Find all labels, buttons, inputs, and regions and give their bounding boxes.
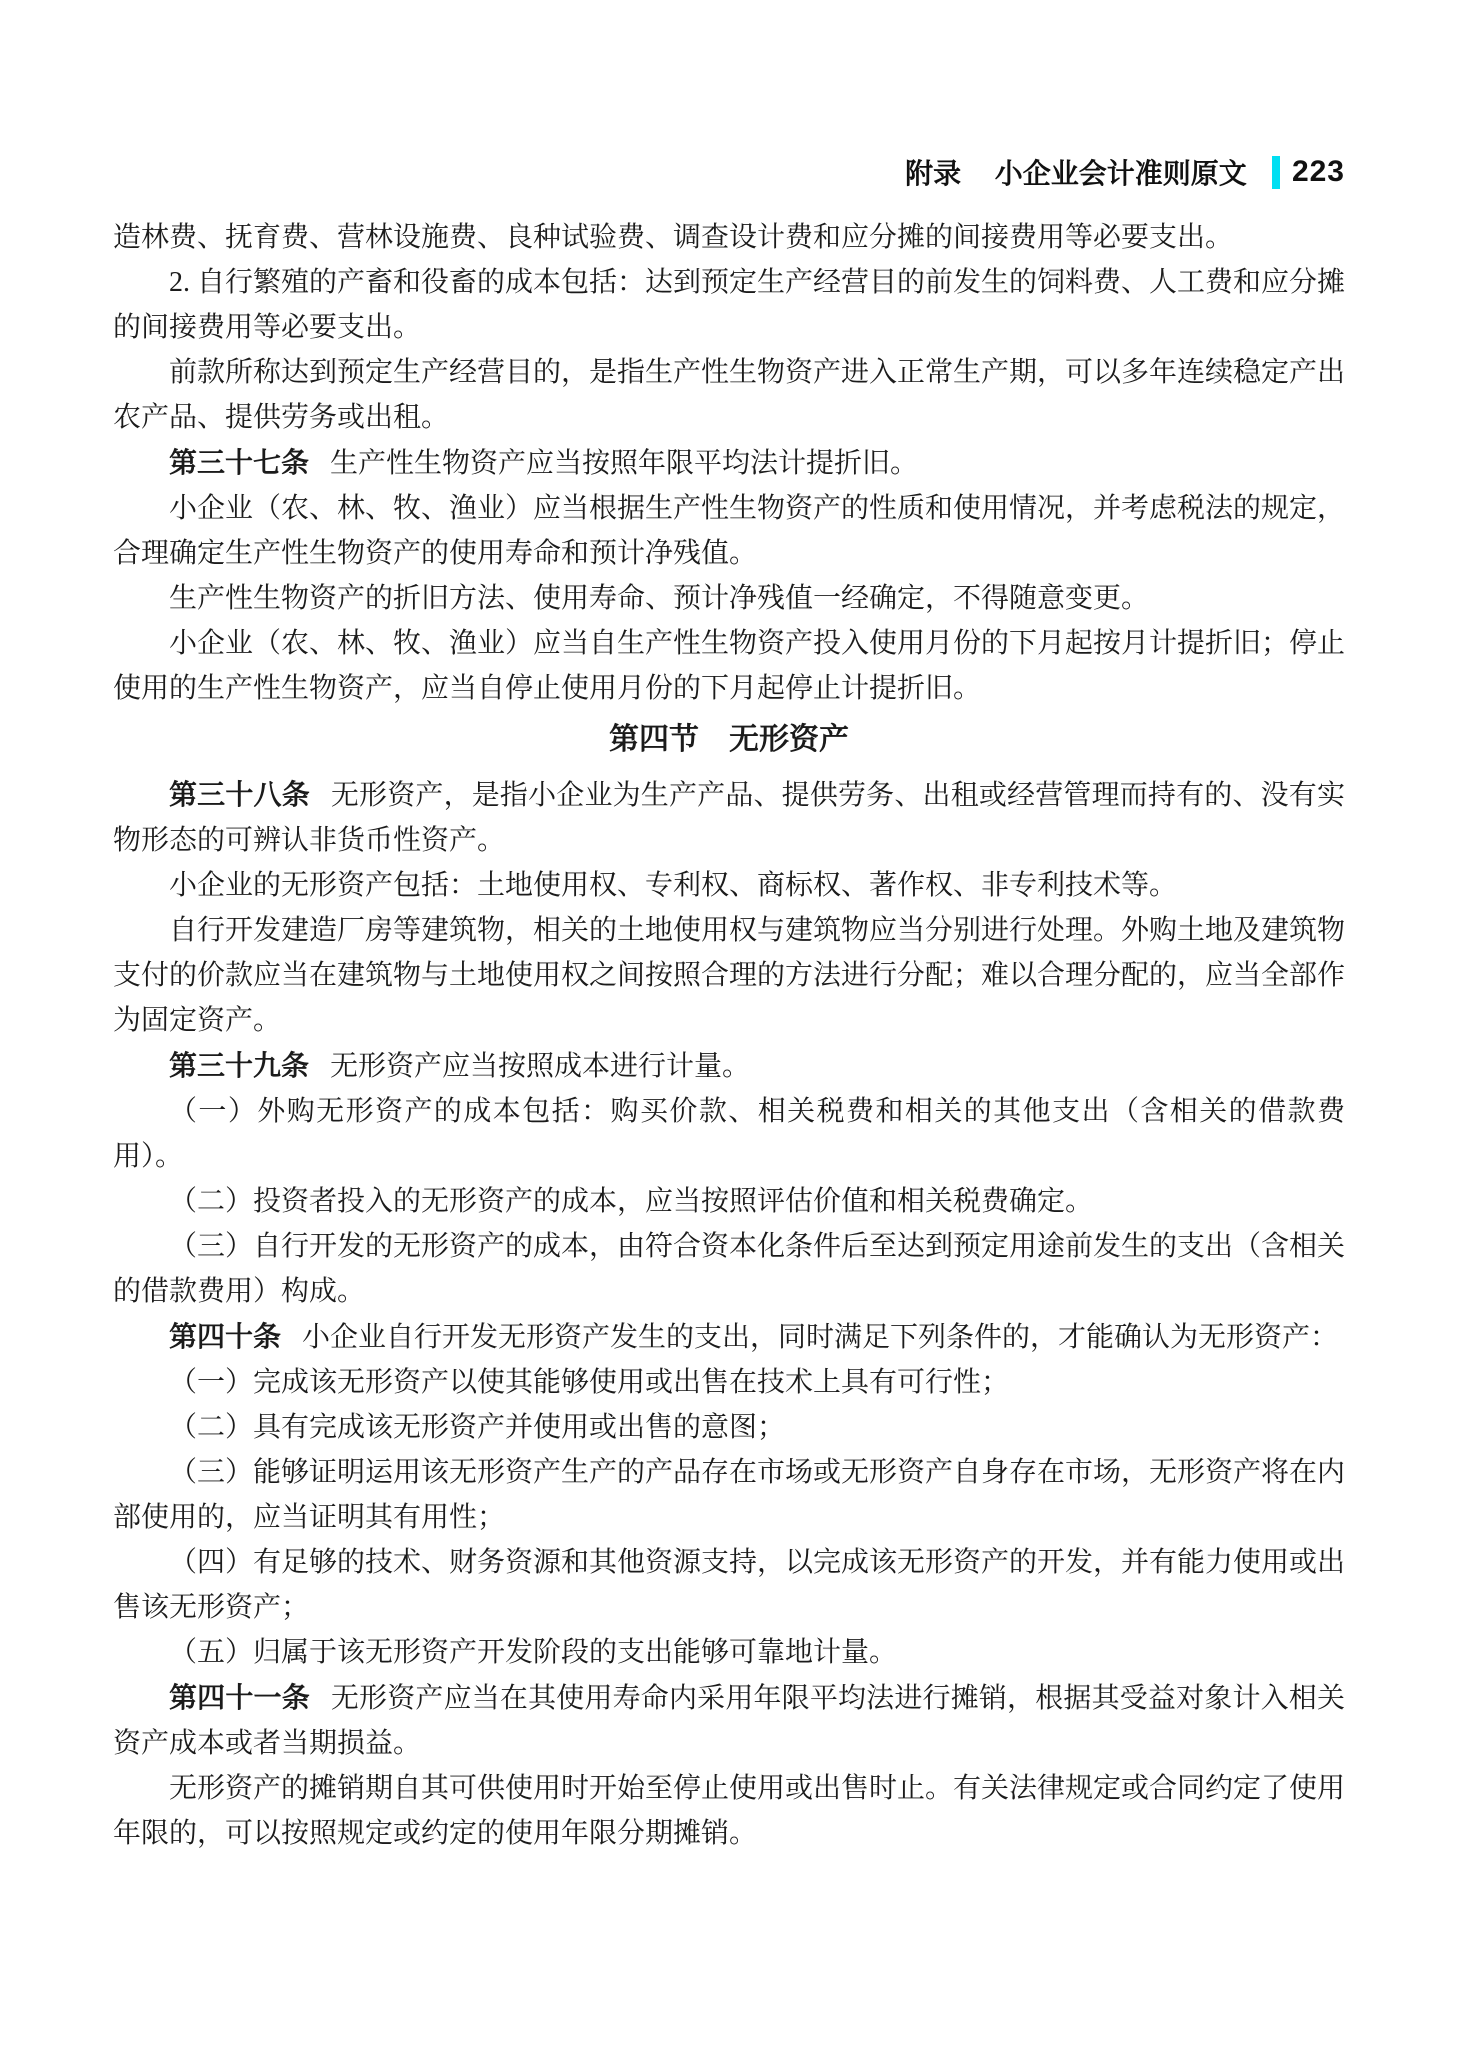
body-paragraph: 小企业（农、林、牧、渔业）应当根据生产性生物资产的性质和使用情况，并考虑税法的规定，合理确定生产性生物资产的使用寿命和预计净残值。 <box>113 493 1346 569</box>
body-paragraph: （二）投资者投入的无形资产的成本，应当按照评估价值和相关税费确定。 <box>169 1186 1094 1217</box>
article-number: 第四十条 <box>169 1321 282 1352</box>
body-paragraph: 前款所称达到预定生产经营目的，是指生产性生物资产进入正常生产期，可以多年连续稳定产出农产品、提供劳务或出租。 <box>113 357 1346 433</box>
article-paragraph: 第四十条 小企业自行开发无形资产发生的支出，同时满足下列条件的，才能确认为无形资产： <box>169 1321 1339 1353</box>
body-paragraph: 小企业的无形资产包括：土地使用权、专利权、商标权、著作权、非专利技术等。 <box>169 870 1178 901</box>
body-paragraph: 生产性生物资产的折旧方法、使用寿命、预计净残值一经确定，不得随意变更。 <box>169 583 1150 614</box>
article-number: 第四十一条 <box>169 1682 310 1713</box>
body-paragraph: 造林费、抚育费、营林设施费、良种试验费、调查设计费和应分摊的间接费用等必要支出。 <box>113 222 1234 253</box>
body-paragraph: （五）归属于该无形资产开发阶段的支出能够可靠地计量。 <box>169 1637 898 1668</box>
article-number: 第三十七条 <box>169 447 310 478</box>
section-heading: 第四节 无形资产 <box>609 723 849 756</box>
body-paragraph: （四）有足够的技术、财务资源和其他资源支持，以完成该无形资产的开发，并有能力使用或出售该无形资产； <box>113 1547 1346 1623</box>
body-paragraph: 无形资产的摊销期自其可供使用时开始至停止使用或出售时止。有关法律规定或合同约定了使用年限的，可以按照规定或约定的使用年限分期摊销。 <box>113 1773 1346 1849</box>
page-number-accent-bar <box>1272 156 1280 189</box>
body-paragraph: 2. 自行繁殖的产畜和役畜的成本包括：达到预定生产经营目的前发生的饲料费、人工费和应分摊的间接费用等必要支出。 <box>113 267 1346 343</box>
article-paragraph: 第四十一条 无形资产应当在其使用寿命内采用年限平均法进行摊销，根据其受益对象计入相关资产成本或者当期损益。 <box>113 1682 1345 1759</box>
article-number: 第三十八条 <box>169 779 310 810</box>
body-paragraph: （二）具有完成该无形资产并使用或出售的意图； <box>169 1412 786 1443</box>
article-paragraph: 第三十八条 无形资产，是指小企业为生产产品、提供劳务、出租或经营管理而持有的、没有实物形态的可辨认非货币性资产。 <box>113 779 1345 856</box>
body-paragraph: （三）自行开发的无形资产的成本，由符合资本化条件后至达到预定用途前发生的支出（含相关的借款费用）构成。 <box>113 1231 1346 1307</box>
running-head <box>905 152 1345 192</box>
body-paragraph: （一）外购无形资产的成本包括：购买价款、相关税费和相关的其他支出（含相关的借款费用）。 <box>113 1096 1345 1172</box>
header-chapter-label: 附录 <box>905 158 962 189</box>
body-paragraph: （三）能够证明运用该无形资产生产的产品存在市场或无形资产自身存在市场，无形资产将在内部使用的，应当证明其有用性； <box>113 1457 1346 1533</box>
body-paragraph: （一）完成该无形资产以使其能够使用或出售在技术上具有可行性； <box>169 1367 1010 1398</box>
article-paragraph: 第三十九条 无形资产应当按照成本进行计量。 <box>169 1050 751 1082</box>
page-number: 223 <box>1291 155 1345 188</box>
body-paragraph: 自行开发建造厂房等建筑物，相关的土地使用权与建筑物应当分别进行处理。外购土地及建筑物支付的价款应当在建筑物与土地使用权之间按照合理的方法进行分配；难以合理分配的，应当全部作为固定资产。 <box>113 915 1346 1036</box>
body-paragraph: 小企业（农、林、牧、渔业）应当自生产性生物资产投入使用月份的下月起按月计提折旧；停止使用的生产性生物资产，应当自停止使用月份的下月起停止计提折旧。 <box>113 628 1346 704</box>
article-number: 第三十九条 <box>169 1050 310 1081</box>
header-section-title: 小企业会计准则原文 <box>994 158 1247 189</box>
article-paragraph: 第三十七条 生产性生物资产应当按照年限平均法计提折旧。 <box>169 447 919 479</box>
document-body <box>113 215 1345 1856</box>
